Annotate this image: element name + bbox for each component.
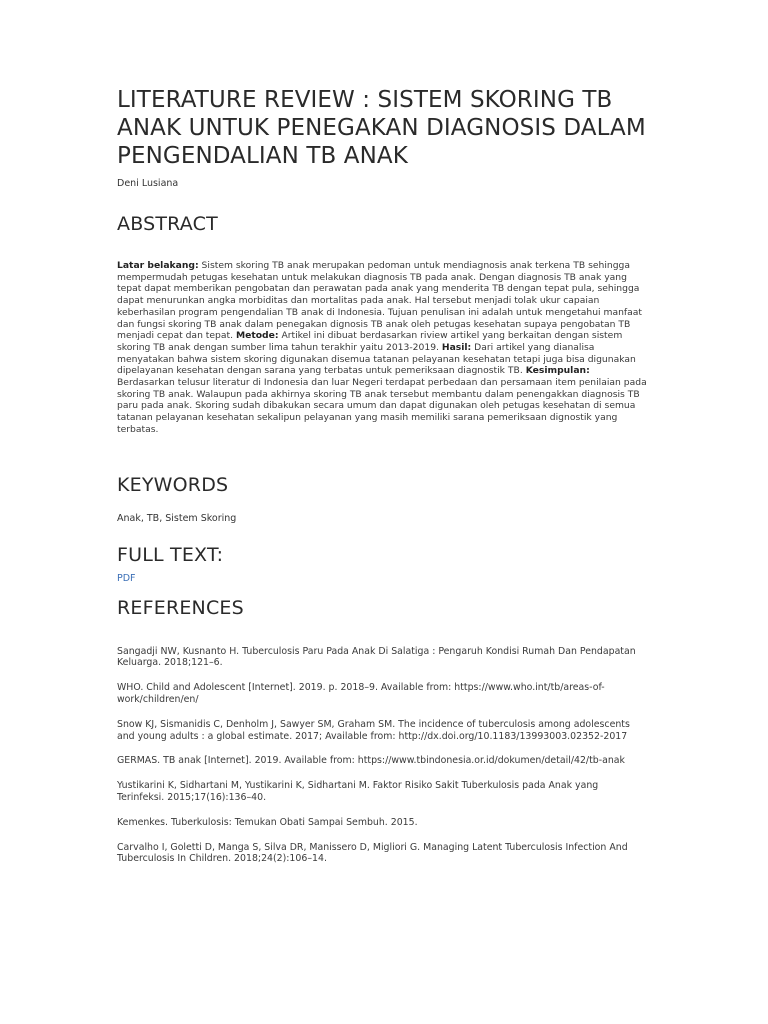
reference-item: GERMAS. TB anak [Internet]. 2019. Available from: https://www.tbindonesia.or.id/dokumen/detail/42/tb-anak: [117, 755, 625, 767]
article-title: LITERATURE REVIEW : SISTEM SKORING TB ANAK UNTUK PENEGAKAN DIAGNOSIS DALAM PENGENDALIAN TB ANAK: [117, 87, 646, 169]
method-label: Metode:: [235, 330, 279, 342]
reference-item: Kemenkes. Tuberkulosis: Temukan Obati Sampai Sembuh. 2015.: [117, 816, 418, 828]
reference-item: Sangadji NW, Kusnanto H. Tuberculosis Paru Pada Anak Di Salatiga : Pengaruh Kondisi Rumah Dan Pendapatan Keluarga. 2018;121–6.: [117, 645, 636, 669]
reference-item: Carvalho I, Goletti D, Manga S, Silva DR, Manissero D, Migliori G. Managing Latent Tuberculosis Infection And Tuberculosis In Children. 2018;24(2):106–14.: [117, 841, 628, 865]
pdf-link[interactable]: PDF: [117, 572, 136, 584]
reference-item: Snow KJ, Sismanidis C, Denholm J, Sawyer SM, Graham SM. The incidence of tuberculosis among adolescents and young adults : a global estimate. 2017; Available from: http://dx.doi.org/10.1183/13993003.02352-2017: [117, 718, 630, 742]
background-text: Sistem skoring TB anak merupakan pedoman untuk mendiagnosis anak terkena TB sehingga mempermudah petugas kesehatan untuk melakukan diagnosis TB pada anak. Dengan diagnosis TB anak yang tepat dapat memberikan pengobatan dan perawatan pada anak yang menderita TB dengan tepat pula, sehingga dapat menurunkan angka morbiditas dan mortalitas pada anak. Hal tersebut menjadi tolak ukur capaian keberhasilan program pengendalian TB anak di Indonesia. Tujuan penulisan ini adalah untuk mengetahui manfaat dan fungsi skoring TB anak dalam penegakan dignosis TB anak oleh petugas kesehatan supaya pengobatan TB menjadi cepat dan tepat.: [117, 260, 643, 342]
conclusion-text: Berdasarkan telusur literatur di Indonesia dan luar Negeri terdapat perbedaan dan persamaan item penilaian pada skoring TB anak. Walaupun pada akhirnya skoring TB anak tersebut membantu dalam penengakkan diagnosis TB paru pada anak. Skoring sudah dibakukan secara umum dan dapat digunakan oleh petugas kesehatan di semua tatanan pelayanan kesehatan sekalipun pelayanan yang masih memiliki sarana pemeriksaan dignostik yang terbatas.: [117, 377, 647, 435]
abstract-body: [117, 260, 647, 436]
result-label: Hasil:: [441, 341, 472, 353]
background-label: Latar belakang:: [117, 260, 199, 271]
references-list: [117, 646, 647, 866]
result-text: Dari artikel yang dianalisa menyatakan bahwa sistem skoring digunakan disemua tatanan pelayanan kesehatan tetapi juga bisa digunakan dipelayanan kesehatan dengan sarana yang terbatas untuk pemeriksaan diagnostik TB.: [117, 341, 636, 377]
author-name: Deni Lusiana: [117, 178, 179, 189]
keywords-list: Anak, TB, Sistem Skoring: [117, 512, 237, 524]
abstract-heading: ABSTRACT: [117, 213, 218, 235]
conclusion-label: Kesimpulan:: [525, 365, 590, 377]
reference-item: WHO. Child and Adolescent [Internet]. 2019. p. 2018–9. Available from: https://www.who.int/tb/areas-of-work/children/en/: [117, 682, 605, 705]
references-heading: REFERENCES: [117, 596, 244, 619]
reference-item: Yustikarini K, Sidhartani M, Yustikarini K, Sidhartani M. Faktor Risiko Sakit Tuberkulosis pada Anak yang Terinfeksi. 2015;17(16):136–40.: [117, 780, 599, 803]
method-text: Artikel ini dibuat berdasarkan riview artikel yang berkaitan dengan sistem skoring TB anak dengan sumber lima tahun terakhir yaitu 2013-2019.: [117, 330, 623, 353]
keywords-heading: KEYWORDS: [117, 473, 229, 496]
full-text-heading: FULL TEXT:: [117, 543, 224, 566]
article-page: [117, 86, 647, 878]
